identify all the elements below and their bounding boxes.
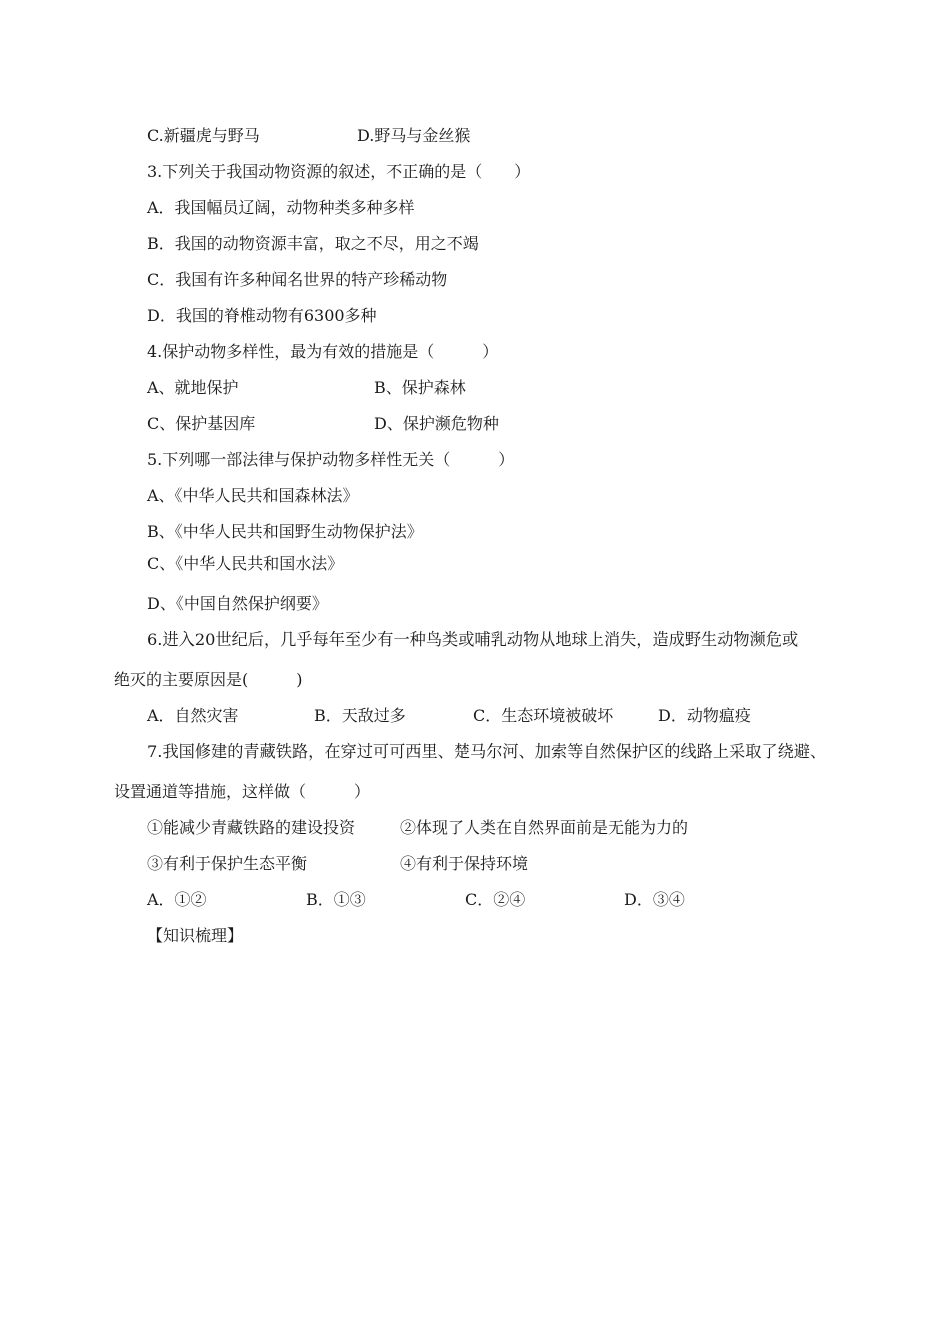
q5-stem: 5.下列哪一部法律与保护动物多样性无关（ ）: [147, 450, 515, 469]
q7-option-b: B．①③: [306, 890, 366, 909]
q4-option-c: C、保护基因库: [147, 414, 256, 433]
q6-stem-line1: 6.进入20世纪后，几乎每年至少有一种鸟类或哺乳动物从地球上消失，造成野生动物濒危或: [147, 630, 799, 649]
section-heading: 【知识梳理】: [147, 926, 244, 945]
q7-statement-1: ①能减少青藏铁路的建设投资: [147, 818, 356, 837]
q5-option-a: A、《中华人民共和国森林法》: [147, 486, 359, 505]
q3-option-c: C．我国有许多种闻名世界的特产珍稀动物: [147, 270, 448, 289]
q6-stem-line2: 绝灭的主要原因是( ): [114, 670, 303, 689]
q7-option-a: A．①②: [147, 890, 207, 909]
q3-option-a: A．我国幅员辽阔，动物种类多种多样: [147, 198, 415, 217]
q6-option-c: C．生态环境被破坏: [473, 706, 614, 725]
q5-option-b: B、《中华人民共和国野生动物保护法》: [147, 522, 423, 541]
q6-option-b: B．天敌过多: [314, 706, 406, 725]
q7-stem-line2: 设置通道等措施，这样做（ ）: [114, 782, 371, 801]
q3-option-d: D．我国的脊椎动物有6300多种: [147, 306, 377, 325]
q3-stem: 3.下列关于我国动物资源的叙述，不正确的是（ ）: [147, 162, 531, 181]
q7-stem-line1: 7.我国修建的青藏铁路，在穿过可可西里、楚马尔河、加索等自然保护区的线路上采取了绕避、: [147, 742, 827, 761]
q2-option-c: C.新疆虎与野马: [147, 126, 260, 145]
q7-option-c: C．②④: [465, 890, 526, 909]
q7-statement-2: ②体现了人类在自然界面前是无能为力的: [400, 818, 689, 837]
q4-option-b: B、保护森林: [374, 378, 466, 397]
q4-option-a: A、就地保护: [147, 378, 239, 397]
q7-option-d: D．③④: [624, 890, 685, 909]
q2-option-d: D.野马与金丝猴: [357, 126, 471, 145]
q7-statement-3: ③有利于保护生态平衡: [147, 854, 308, 873]
q4-option-d: D、保护濒危物种: [374, 414, 499, 433]
q4-stem: 4.保护动物多样性，最为有效的措施是（ ）: [147, 342, 499, 361]
q6-option-d: D．动物瘟疫: [658, 706, 751, 725]
q3-option-b: B．我国的动物资源丰富，取之不尽，用之不竭: [147, 234, 479, 253]
q5-option-c: C、《中华人民共和国水法》: [147, 554, 344, 573]
q5-option-d: D、《中国自然保护纲要》: [147, 594, 328, 613]
q6-option-a: A．自然灾害: [147, 706, 239, 725]
q7-statement-4: ④有利于保持环境: [400, 854, 529, 873]
